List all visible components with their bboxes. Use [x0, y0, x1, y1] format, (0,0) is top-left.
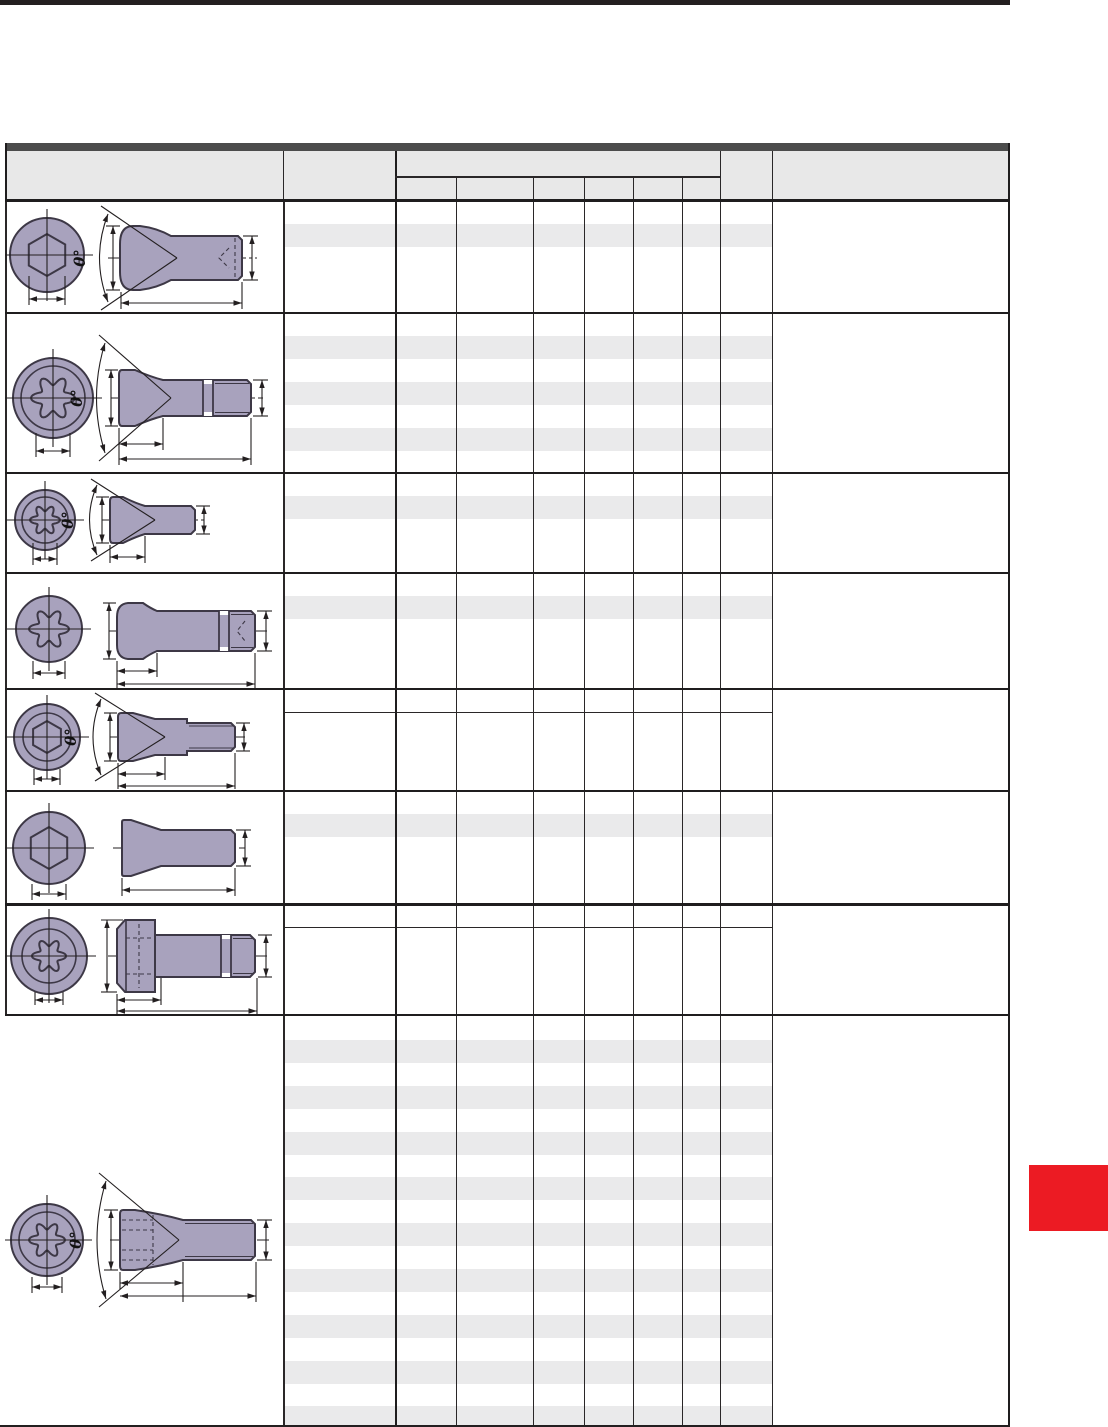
drawing-countersunk-screw-torx-short: [5, 473, 283, 573]
row-stripe: [283, 1040, 772, 1063]
row-divider-line: [283, 927, 772, 928]
row-stripe: [283, 814, 772, 837]
row-stripe: [283, 1177, 772, 1200]
front-view: [5, 349, 102, 457]
header-cell-sub-0: [395, 176, 456, 202]
front-view: [7, 587, 91, 679]
header-right-border: [1008, 143, 1010, 202]
side-view: [71, 206, 258, 310]
header-cell-sub-2: [533, 176, 584, 202]
header-cell-sub-5: [682, 176, 720, 202]
side-view: [103, 603, 272, 689]
header-dark-band: [5, 143, 1010, 151]
drawing-button-head-screw-torx: [5, 573, 283, 689]
side-view: [113, 820, 251, 896]
row-divider-line: [283, 712, 772, 713]
row-stripe: [283, 1269, 772, 1292]
column-line-heavy: [395, 202, 398, 1427]
column-line: [533, 202, 534, 1427]
top-accent-bar: [0, 0, 1010, 5]
row-stripe: [283, 224, 772, 247]
side-view: [101, 920, 272, 1014]
header-cell-designation: [283, 151, 395, 202]
side-view: [59, 479, 210, 563]
header-cell-d: [772, 151, 1008, 202]
header-cell-sub-4: [633, 176, 682, 202]
drawing-flat-countersunk-screw-hex-socket: [5, 791, 283, 904]
header-cell-c: [720, 151, 772, 202]
row-stripe: [283, 1361, 772, 1384]
row-stripe: [283, 1315, 772, 1338]
drawing-cap-screw-torx: [5, 904, 283, 1015]
column-line: [283, 202, 285, 1427]
column-line: [720, 202, 721, 1427]
theta-label: θ°: [59, 511, 77, 529]
header-cell-sub-1: [456, 176, 533, 202]
column-line: [682, 202, 683, 1427]
page-edge-red-tab: [1029, 1165, 1108, 1231]
theta-label: θ°: [71, 249, 89, 267]
theta-label: θ°: [62, 728, 80, 746]
row-stripe: [283, 382, 772, 405]
column-line: [456, 202, 457, 1427]
side-view: [67, 1173, 272, 1307]
theta-label: θ°: [67, 1231, 85, 1249]
column-line-right: [1008, 202, 1010, 1427]
row-stripe: [283, 1086, 772, 1109]
row-stripe: [283, 596, 772, 619]
drawing-countersunk-screw-hex-socket: [5, 202, 283, 313]
column-line: [772, 202, 773, 1427]
row-stripe: [283, 1223, 772, 1246]
side-view: [68, 335, 268, 465]
drawing-countersunk-screw-torx: [5, 313, 283, 473]
drawing-shoulder-screw-hex-socket: [5, 689, 283, 791]
row-stripe: [283, 496, 772, 519]
column-line: [633, 202, 634, 1427]
front-view: [5, 803, 94, 900]
theta-label: θ°: [68, 389, 86, 407]
row-stripe: [283, 1132, 772, 1155]
header-cell-drawing: [5, 151, 283, 202]
front-view: [5, 909, 96, 1005]
drawing-countersunk-screw-torx-long: [5, 1015, 283, 1427]
row-stripe: [283, 336, 772, 359]
column-line: [584, 202, 585, 1427]
header-cell-dimensions-spanner: [395, 151, 720, 176]
header-cell-sub-3: [584, 176, 633, 202]
side-view: [62, 693, 250, 789]
row-stripe: [283, 428, 772, 451]
